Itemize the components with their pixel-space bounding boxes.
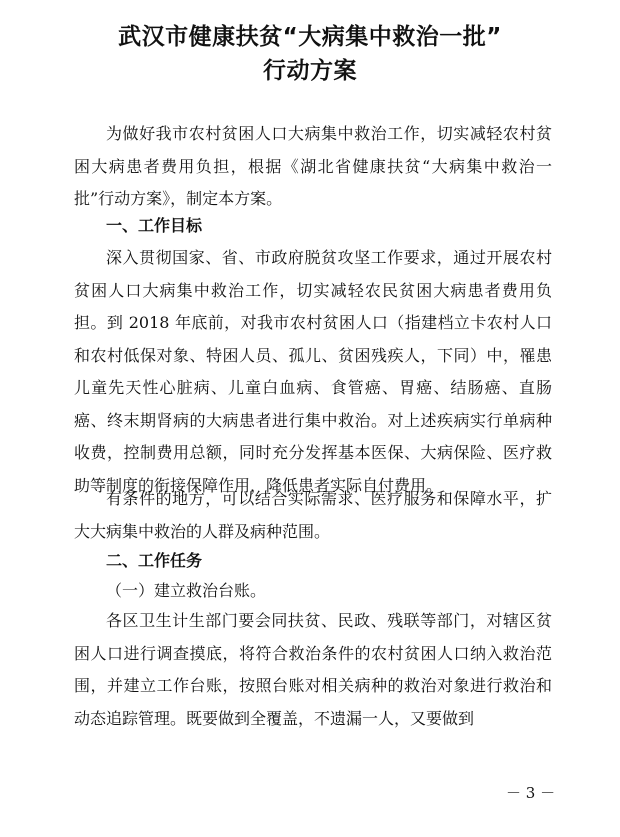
section-2-subheading-1: （一）建立救治台账。 bbox=[106, 581, 267, 600]
intro-paragraph: 为做好我市农村贫困人口大病集中救治工作，切实减轻农村贫困大病患者费用负担，根据《湖北省健康扶贫“大病集中救治一批”行动方案》，制定本方案。 bbox=[74, 124, 552, 208]
section-2-paragraph-1: 各区卫生计生部门要会同扶贫、民政、残联等部门，对辖区贫困人口进行调查摸底，将符合救治条件的农村贫困人口纳入救治范围，并建立工作台账，按照台账对相关病种的救治对象进行救治和动态追踪管理。既要做到全覆盖，不遗漏一人，又要做到 bbox=[74, 611, 552, 728]
section-2-heading: 二、工作任务 bbox=[106, 551, 203, 570]
section-1-heading: 一、工作目标 bbox=[106, 216, 203, 235]
page-number: － 3 － bbox=[506, 784, 556, 802]
document-title-line-1: 武汉市健康扶贫“大病集中救治一批” bbox=[118, 24, 502, 50]
section-1-paragraph-2: 有条件的地方，可以结合实际需求、医疗服务和保障水平，扩大大病集中救治的人群及病种范围。 bbox=[74, 489, 552, 541]
section-1-paragraph-1: 深入贯彻国家、省、市政府脱贫攻坚工作要求，通过开展农村贫困人口大病集中救治工作，切实减轻农民贫困大病患者费用负担。到 2018 年底前，对我市农村贫困人口（指建档立卡农村人口和农村低保对象、特困人员、孤儿、贫困残疾人，下同）中，罹患儿童先天性心脏病、儿童白血病、食管癌、胃癌、结肠癌、直肠癌、终末期肾病的大病患者进行集中救治。对上述疾病实行单病种收费，控制费用总额，同时充分发挥基本医保、大病保险、医疗救助等制度的衔接保障作用，降低患者实际自付费用。 bbox=[74, 248, 552, 495]
document-title-line-2: 行动方案 bbox=[263, 58, 357, 84]
